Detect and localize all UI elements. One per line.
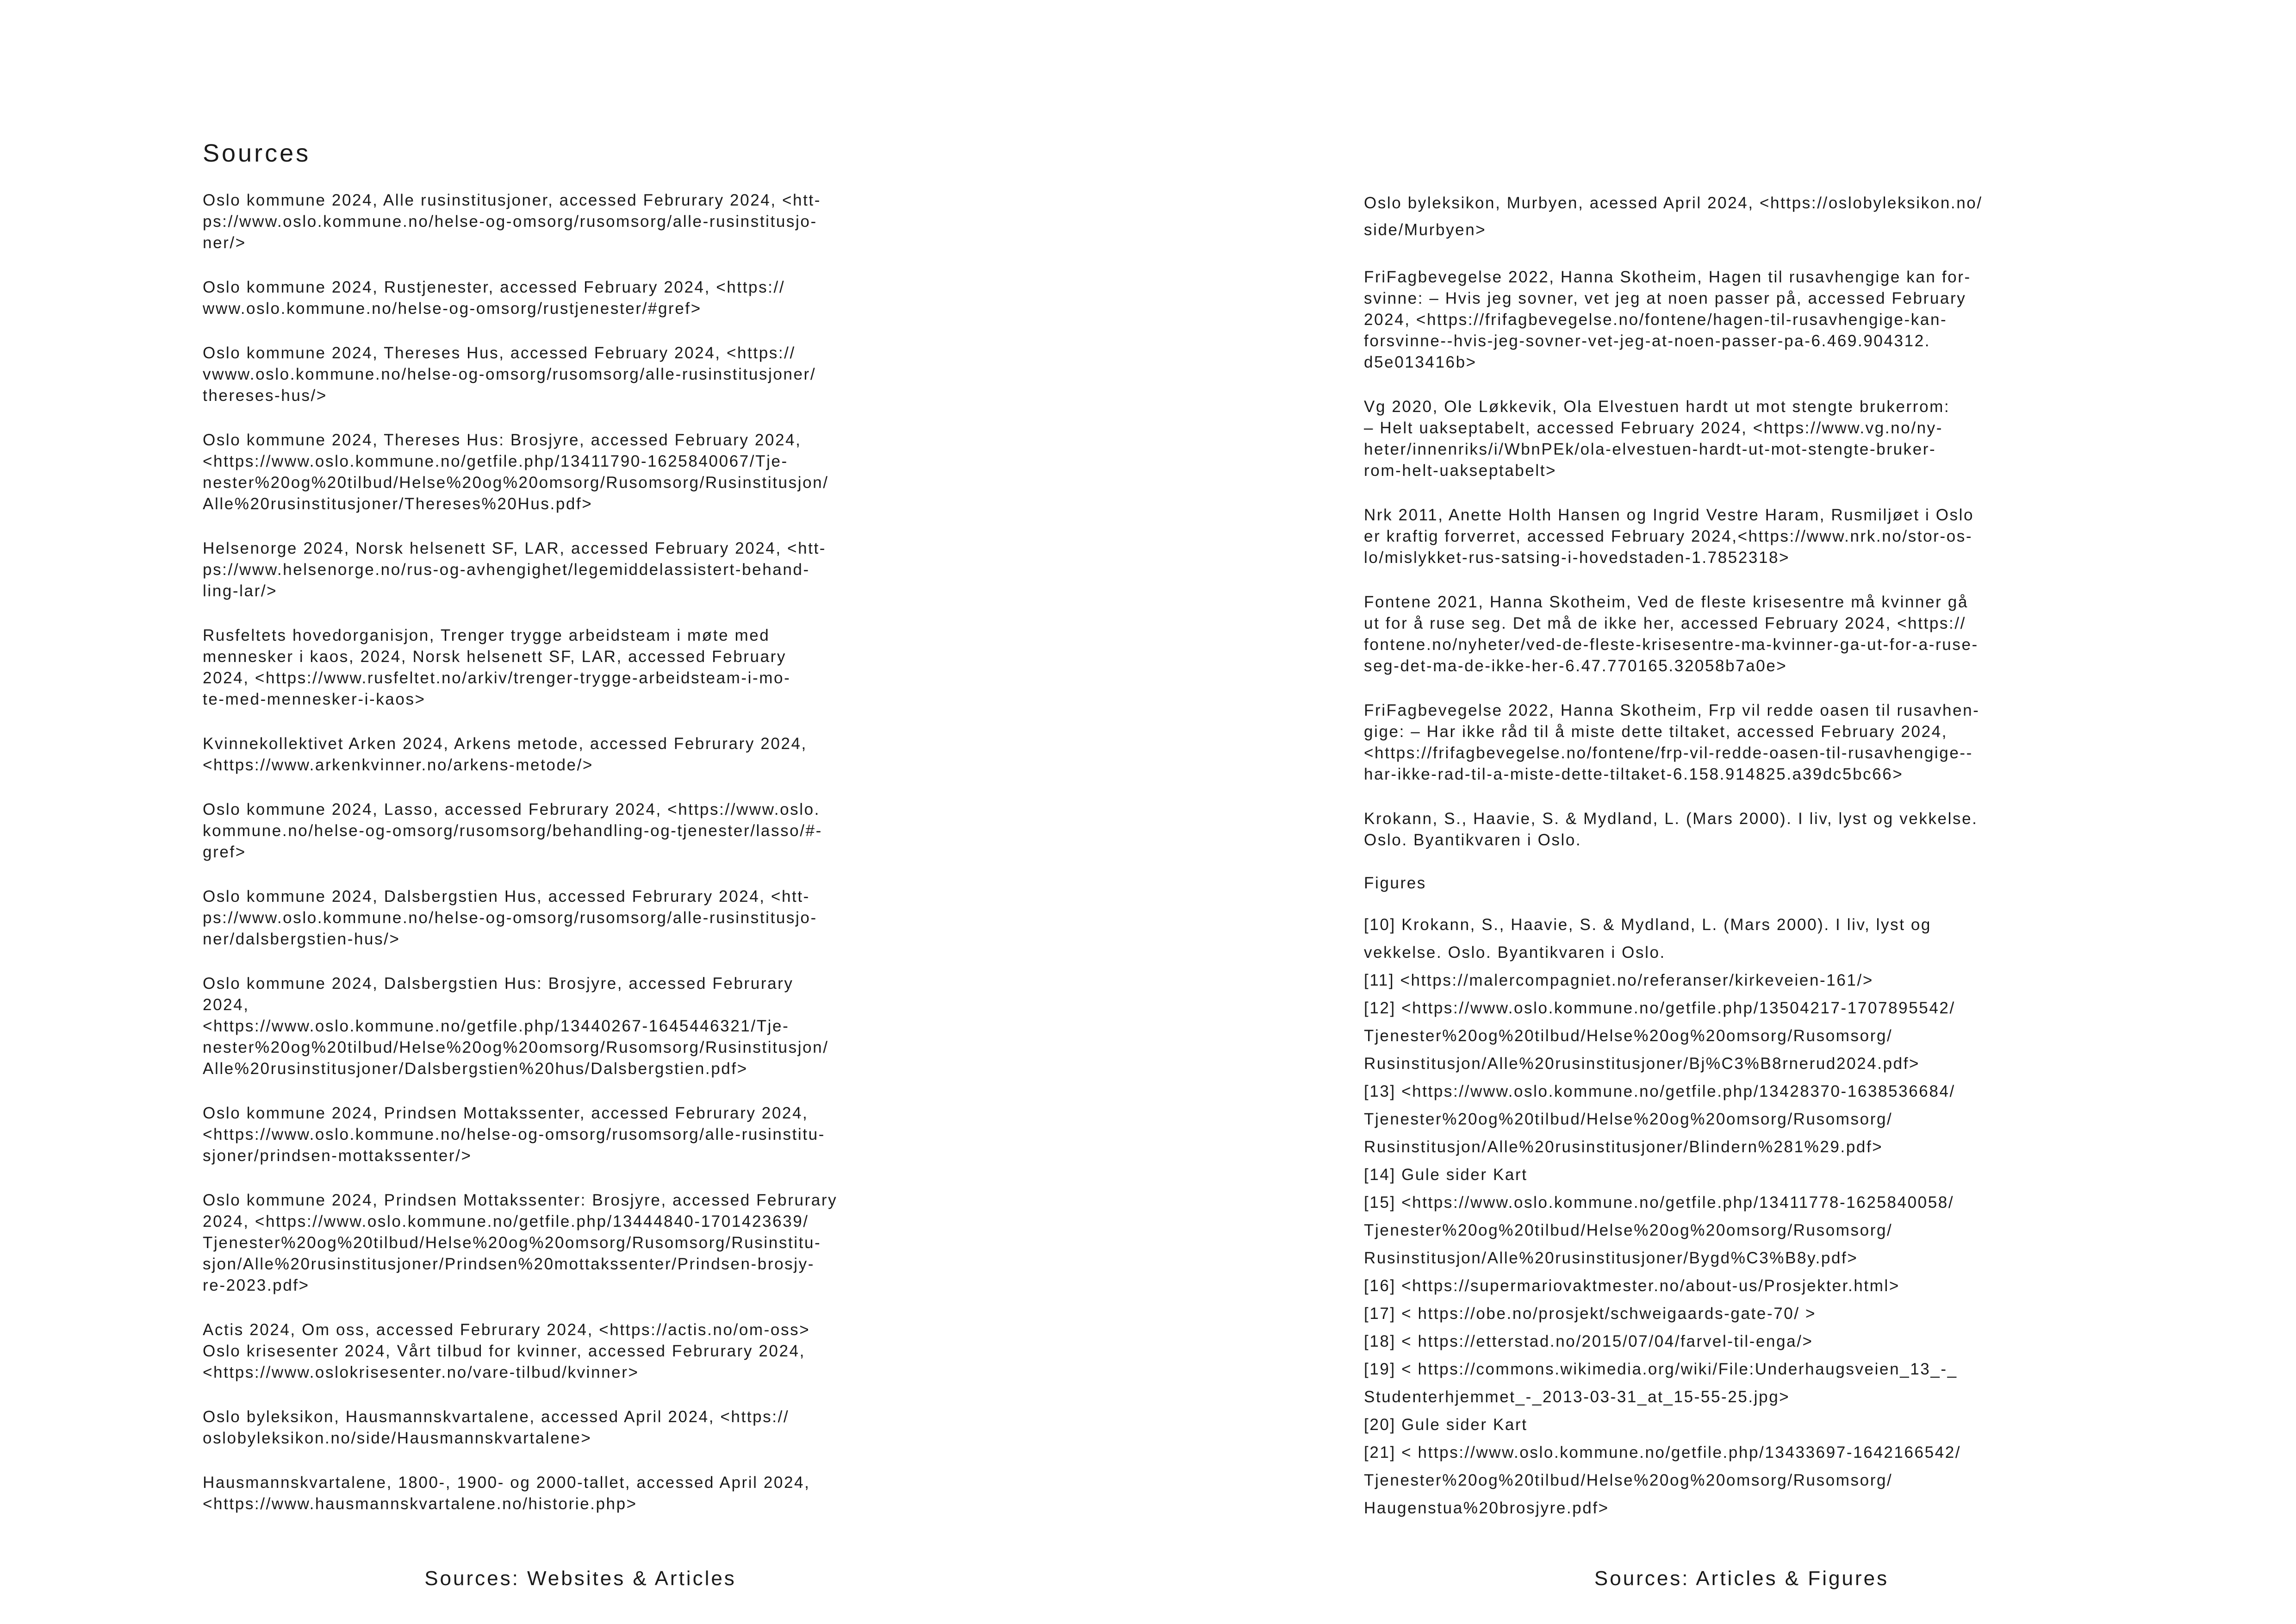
figure-reference: [17] < https://obe.no/prosjekt/schweigaards-gate-70/ > (1364, 1305, 1817, 1323)
figure-reference: [16] <https://supermariovaktmester.no/about-us/Prosjekter.html> (1364, 1277, 1900, 1295)
source-entry: Oslo kommune 2024, Rustjenester, accessed February 2024, <https:// www.oslo.kommune.no/helse-og-omsorg/rustjenester/#gref> (203, 278, 785, 318)
source-entry: Hausmannskvartalene, 1800-, 1900- og 2000-tallet, accessed April 2024, <https://www.hausmannskvartalene.no/historie.php> (203, 1474, 810, 1513)
figure-reference: [21] < https://www.oslo.kommune.no/getfile.php/13433697-1642166542/ Tjenester%20og%20tilbud/Helse%20og%20omsorg/Rusomsorg/ Haugenstua%20brosjyre.pdf> (1364, 1443, 1961, 1517)
source-entry: Oslo byleksikon, Hausmannskvartalene, accessed April 2024, <https:// oslobyleksikon.no/side/Hausmannskvartalene> (203, 1408, 790, 1447)
footer-right-page: Sources: Articles & Figures (1594, 1567, 1889, 1590)
source-entry: Oslo kommune 2024, Alle rusinstitusjoner, accessed Februrary 2024, <htt- ps://www.oslo.kommune.no/helse-og-omsorg/rusomsorg/alle-rusinstitusjo- ner/> (203, 191, 821, 252)
source-entry: Kvinnekollektivet Arken 2024, Arkens metode, accessed Februrary 2024, <https://www.arkenkvinner.no/arkens-metode/> (203, 735, 807, 774)
figure-reference: [12] <https://www.oslo.kommune.no/getfile.php/13504217-1707895542/ Tjenester%20og%20tilbud/Helse%20og%20omsorg/Rusomsorg/ Rusinstitusjon/Alle%20rusinstitusjoner/Bj%C3%B8rnerud2024.pdf> (1364, 999, 1955, 1073)
left-sources-column (203, 190, 999, 1538)
source-entry: Oslo kommune 2024, Prindsen Mottakssenter, accessed Februrary 2024, <https://www.oslo.kommune.no/helse-og-omsorg/rusomsorg/alle-rusinstitu- sjoner/prindsen-mottakssenter/> (203, 1104, 825, 1165)
figure-reference: [10] Krokann, S., Haavie, S. & Mydland, L. (Mars 2000). I liv, lyst og vekkelse. Oslo. Byantikvaren i Oslo. (1364, 916, 1931, 962)
source-entry: Oslo kommune 2024, Dalsbergstien Hus, accessed Februrary 2024, <htt- ps://www.oslo.kommune.no/helse-og-omsorg/rusomsorg/alle-rusinstitusjo- ner/dalsbergstien-hus/> (203, 887, 817, 948)
source-entry: Oslo kommune 2024, Thereses Hus, accessed February 2024, <https:// vwww.oslo.kommune.no/helse-og-omsorg/rusomsorg/alle-rusinstitusjoner/ thereses-hus/> (203, 344, 816, 405)
figure-reference: [18] < https://etterstad.no/2015/07/04/farvel-til-enga/> (1364, 1332, 1813, 1350)
source-entry: Oslo kommune 2024, Prindsen Mottakssenter: Brosjyre, accessed Februrary 2024, <https://www.oslo.kommune.no/getfile.php/13444840-1701423639/ Tjenester%20og%20tilbud/Helse%20og%20omsorg/Rusomsorg/Rusinstitu- sjon/Alle%20rusinstitusjoner/Prindsen%20mottakssenter/Prindsen-brosjy- re-2023.pdf> (203, 1191, 838, 1294)
figures-list (1364, 911, 2160, 1522)
figure-reference: [20] Gule sider Kart (1364, 1416, 1528, 1434)
figure-reference: [19] < https://commons.wikimedia.org/wiki/File:Underhaugsveien_13_-_ Studenterhjemmet_-_2013-03-31_at_15-55-25.jpg> (1364, 1360, 1958, 1406)
figures-heading: Figures (1364, 874, 1426, 892)
figure-reference: [14] Gule sider Kart (1364, 1166, 1528, 1184)
source-entry: FriFagbevegelse 2022, Hanna Skotheim, Hagen til rusavhengige kan for- svinne: – Hvis jeg sovner, vet jeg at noen passer på, accessed February 2024, <https://frifagbevegelse.no/fontene/hagen-til-rusavhengige-kan- forsvinne--hvis-jeg-sovner-vet-jeg-at-noen-passer-pa-6.469.904312. d5e013416b> (1364, 268, 1971, 371)
source-entry: Helsenorge 2024, Norsk helsenett SF, LAR, accessed February 2024, <htt- ps://www.helsenorge.no/rus-og-avhengighet/legemiddelassistert-behand- ling-lar/> (203, 539, 827, 600)
source-entry: Fontene 2021, Hanna Skotheim, Ved de fleste krisesentre må kvinner gå ut for å ruse seg. Det må de ikke her, accessed February 2024, <https:// fontene.no/nyheter/ved-de-fleste-krisesentre-ma-kvinner-ga-ut-for-a-ruse- seg-det-ma-de-ikke-her-6.47.770165.32058b7a0e> (1364, 593, 1979, 675)
source-entry: Oslo kommune 2024, Dalsbergstien Hus: Brosjyre, accessed Februrary 2024, <https://www.oslo.kommune.no/getfile.php/13440267-1645446321/Tje- nester%20og%20tilbud/Helse%20og%20omsorg/Rusomsorg/Rusinstitusjon/ Alle%20rusinstitusjoner/Dalsbergstien%20hus/Dalsbergstien.pdf> (203, 974, 829, 1078)
footer-left-page: Sources: Websites & Articles (424, 1567, 736, 1590)
source-entry: Actis 2024, Om oss, accessed Februrary 2024, <https://actis.no/om-oss> Oslo krisesenter 2024, Vårt tilbud for kvinner, accessed Februrary 2024, <https://www.oslokrisesenter.no/vare-tilbud/kvinner> (203, 1321, 810, 1381)
figure-reference: [15] <https://www.oslo.kommune.no/getfile.php/13411778-1625840058/ Tjenester%20og%20tilbud/Helse%20og%20omsorg/Rusomsorg/ Rusinstitusjon/Alle%20rusinstitusjoner/Bygd%C3%B8y.pdf> (1364, 1193, 1954, 1267)
source-entry: FriFagbevegelse 2022, Hanna Skotheim, Frp vil redde oasen til rusavhen- gige: – Har ikke råd til å miste dette tiltaket, accessed February 2024, <https://frifagbevegelse.no/fontene/frp-vil-redde-oasen-til-rusavhengige-- har-ikke-rad-til-a-miste-dette-tiltaket-6.158.914825.a39dc5bc66> (1364, 701, 1980, 783)
figure-reference: [13] <https://www.oslo.kommune.no/getfile.php/13428370-1638536684/ Tjenester%20og%20tilbud/Helse%20og%20omsorg/Rusomsorg/ Rusinstitusjon/Alle%20rusinstitusjoner/Blindern%281%29.pdf> (1364, 1082, 1955, 1156)
figure-reference: [11] <https://malercompagniet.no/referanser/kirkeveien-161/> (1364, 971, 1873, 989)
source-entry: Oslo byleksikon, Murbyen, acessed April 2024, <https://oslobyleksikon.no/ side/Murbyen> (1364, 194, 1983, 239)
source-entry: Vg 2020, Ole Løkkevik, Ola Elvestuen hardt ut mot stengte brukerrom: – Helt uakseptabelt, accessed February 2024, <https://www.vg.no/ny- heter/innenriks/i/WbnPEk/ola-elvestuen-hardt-ut-mot-stengte-bruker- rom-helt-uakseptabelt> (1364, 398, 1950, 480)
right-sources-column (1364, 190, 2160, 1522)
page-title: Sources (203, 139, 311, 167)
source-entry: Oslo kommune 2024, Lasso, accessed Februrary 2024, <https://www.oslo. kommune.no/helse-og-omsorg/rusomsorg/behandling-og-tjenester/lasso/#- gref> (203, 800, 822, 861)
source-entry: Nrk 2011, Anette Holth Hansen og Ingrid Vestre Haram, Rusmiljøet i Oslo er kraftig forverret, accessed February 2024,<https://www.nrk.no/stor-os- lo/mislykket-rus-satsing-i-hovedstaden-1.7852318> (1364, 506, 1974, 567)
source-entry: Oslo kommune 2024, Thereses Hus: Brosjyre, accessed February 2024, <https://www.oslo.kommune.no/getfile.php/13411790-1625840067/Tje- nester%20og%20tilbud/Helse%20og%20omsorg/Rusomsorg/Rusinstitusjon/ Alle%20rusinstitusjoner/Thereses%20Hus.pdf> (203, 431, 829, 513)
source-entry: Rusfeltets hovedorganisjon, Trenger trygge arbeidsteam i møte med mennesker i kaos, 2024, Norsk helsenett SF, LAR, accessed February 2024, <https://www.rusfeltet.no/arkiv/trenger-trygge-arbeidsteam-i-mo- te-med-mennesker-i-kaos> (203, 626, 791, 708)
source-entry: Krokann, S., Haavie, S. & Mydland, L. (Mars 2000). I liv, lyst og vekkelse. Oslo. Byantikvaren i Oslo. (1364, 810, 1978, 849)
